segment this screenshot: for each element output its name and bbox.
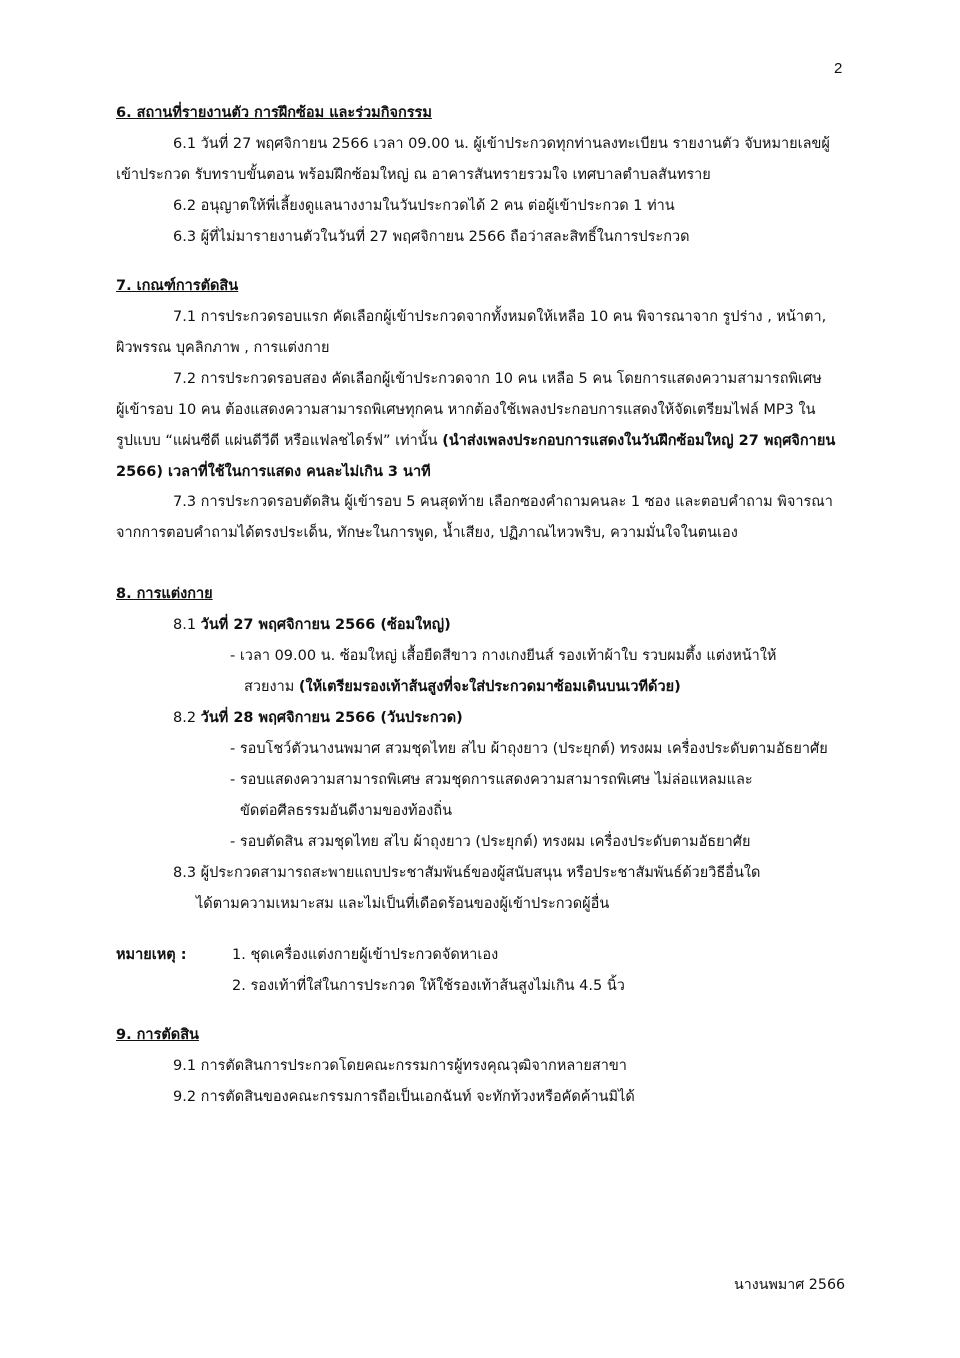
remarks-label: หมายเหตุ : xyxy=(116,947,187,963)
section-8-2-item-2-line-2: ขัดต่อศีลธรรมอันดีงามของท้องถิ่น xyxy=(240,803,453,819)
section-7-heading: 7. เกณฑ์การตัดสิน xyxy=(116,278,239,294)
section-7-3-line-2: จากการตอบคำถามได้ตรงประเด็น, ทักษะในการพูด, น้ำเสียง, ปฏิภาณไหวพริบ, ความมั่นใจในตนเอง xyxy=(116,525,738,541)
section-7-2-line-4: 2566) เวลาที่ใช้ในการแสดง คนละไม่เกิน 3 นาที xyxy=(116,464,431,480)
section-8-1-item-line-1: - เวลา 09.00 น. ซ้อมใหญ่ เสื้อยืดสีขาว กางเกงยีนส์ รองเท้าผ้าใบ รวบผมตึ้ง แต่งหน้าให้ xyxy=(230,648,777,664)
section-8-3-line-2: ได้ตามความเหมาะสม และไม่เป็นที่เดือดร้อนของผู้เข้าประกวดผู้อื่น xyxy=(196,896,610,912)
section-7-2-line-1: 7.2 การประกวดรอบสอง คัดเลือกผู้เข้าประกวดจาก 10 คน เหลือ 5 คน โดยการแสดงความสามารถพิเศษ xyxy=(173,371,822,387)
section-6-1-line-2: เข้าประกวด รับทราบขั้นตอน พร้อมฝึกซ้อมใหญ่ ณ อาคารสันทรายรวมใจ เทศบาลตำบลสันทราย xyxy=(116,167,711,183)
section-7-1-line-1: 7.1 การประกวดรอบแรก คัดเลือกผู้เข้าประกวดจากทั้งหมดให้เหลือ 10 คน พิจารณาจาก รูปร่าง , หน้าตา, xyxy=(173,309,827,325)
section-8-1-date: วันที่ 27 พฤศจิกายน 2566 (ซ้อมใหญ่) xyxy=(200,617,451,633)
section-7-2-line-3-text: รูปแบบ “แผ่นซีดี แผ่นดีวีดี หรือแฟลชไดร์ฟ” เท่านั้น xyxy=(116,433,443,449)
section-8-1-item-line-2-text: สวยงาม xyxy=(244,679,299,695)
section-7-3-line-1: 7.3 การประกวดรอบตัดสิน ผู้เข้ารอบ 5 คนสุดท้าย เลือกซองคำถามคนละ 1 ซอง และตอบคำถาม พิจารณา xyxy=(173,494,833,510)
remarks-item-2: 2. รองเท้าที่ใส่ในการประกวด ให้ใช้รองเท้าส้นสูงไม่เกิน 4.5 นิ้ว xyxy=(232,978,625,994)
section-8-2-date: วันที่ 28 พฤศจิกายน 2566 (วันประกวด) xyxy=(200,710,463,726)
section-8-1-item-line-2 xyxy=(244,679,681,696)
section-8-1-title xyxy=(173,617,451,634)
section-6-1-line-1: 6.1 วันที่ 27 พฤศจิกายน 2566 เวลา 09.00 น. ผู้เข้าประกวดทุกท่านลงทะเบียน รายงานตัว จับหมายเลขผู้ xyxy=(173,136,830,152)
page-number: 2 xyxy=(834,60,843,77)
section-7-2-line-2: ผู้เข้ารอบ 10 คน ต้องแสดงความสามารถพิเศษทุกคน หากต้องใช้เพลงประกอบการแสดงให้จัดเตรียมไฟล์ MP3 ใน xyxy=(116,402,816,418)
section-8-2-number: 8.2 xyxy=(173,710,201,726)
section-8-2-item-3: - รอบตัดสิน สวมชุดไทย สไบ ผ้าถุงยาว (ประยุกต์) ทรงผม เครื่องประดับตามอัธยาศัย xyxy=(230,834,751,850)
section-7-1-line-2: ผิวพรรณ บุคลิกภาพ , การแต่งกาย xyxy=(116,340,330,356)
section-9-2: 9.2 การตัดสินของคณะกรรมการถือเป็นเอกฉันท์ จะทักท้วงหรือคัดค้านมิได้ xyxy=(173,1089,635,1105)
section-6-heading: 6. สถานที่รายงานตัว การฝึกซ้อม และร่วมกิจกรรม xyxy=(116,105,432,121)
page-footer: นางนพมาศ 2566 xyxy=(734,1277,846,1293)
section-7-2-line-3 xyxy=(116,433,835,450)
section-8-1-number: 8.1 xyxy=(173,617,201,633)
remarks-item-1: 1. ชุดเครื่องแต่งกายผู้เข้าประกวดจัดหาเอง xyxy=(232,947,499,963)
section-8-heading: 8. การแต่งกาย xyxy=(116,586,213,602)
section-8-1-item-line-2-bold: (ให้เตรียมรองเท้าส้นสูงที่จะใส่ประกวดมาซ้อมเดินบนเวทีด้วย) xyxy=(298,679,681,695)
section-8-3-line-1: 8.3 ผู้ประกวดสามารถสะพายแถบประชาสัมพันธ์ของผู้สนับสนุน หรือประชาสัมพันธ์ด้วยวิธีอื่นใด xyxy=(173,865,761,881)
section-6-2: 6.2 อนุญาตให้พี่เลี้ยงดูแลนางงามในวันประกวดได้ 2 คน ต่อผู้เข้าประกวด 1 ท่าน xyxy=(173,198,675,214)
section-9-1: 9.1 การตัดสินการประกวดโดยคณะกรรมการผู้ทรงคุณวุฒิจากหลายสาขา xyxy=(173,1058,627,1074)
section-8-2-title xyxy=(173,710,463,727)
section-8-2-item-1: - รอบโชว์ตัวนางนพมาศ สวมชุดไทย สไบ ผ้าถุงยาว (ประยุกต์) ทรงผม เครื่องประดับตามอัธยาศัย xyxy=(230,741,828,757)
section-8-2-item-2-line-1: - รอบแสดงความสามารถพิเศษ สวมชุดการแสดงความสามารถพิเศษ ไม่ล่อแหลมและ xyxy=(230,772,753,788)
section-9-heading: 9. การตัดสิน xyxy=(116,1027,199,1043)
section-6-3: 6.3 ผู้ที่ไม่มารายงานตัวในวันที่ 27 พฤศจิกายน 2566 ถือว่าสละสิทธิ์ในการประกวด xyxy=(173,229,690,245)
section-7-2-line-3-bold: (นำส่งเพลงประกอบการแสดงในวันฝึกซ้อมใหญ่ 27 พฤศจิกายน xyxy=(442,433,836,449)
